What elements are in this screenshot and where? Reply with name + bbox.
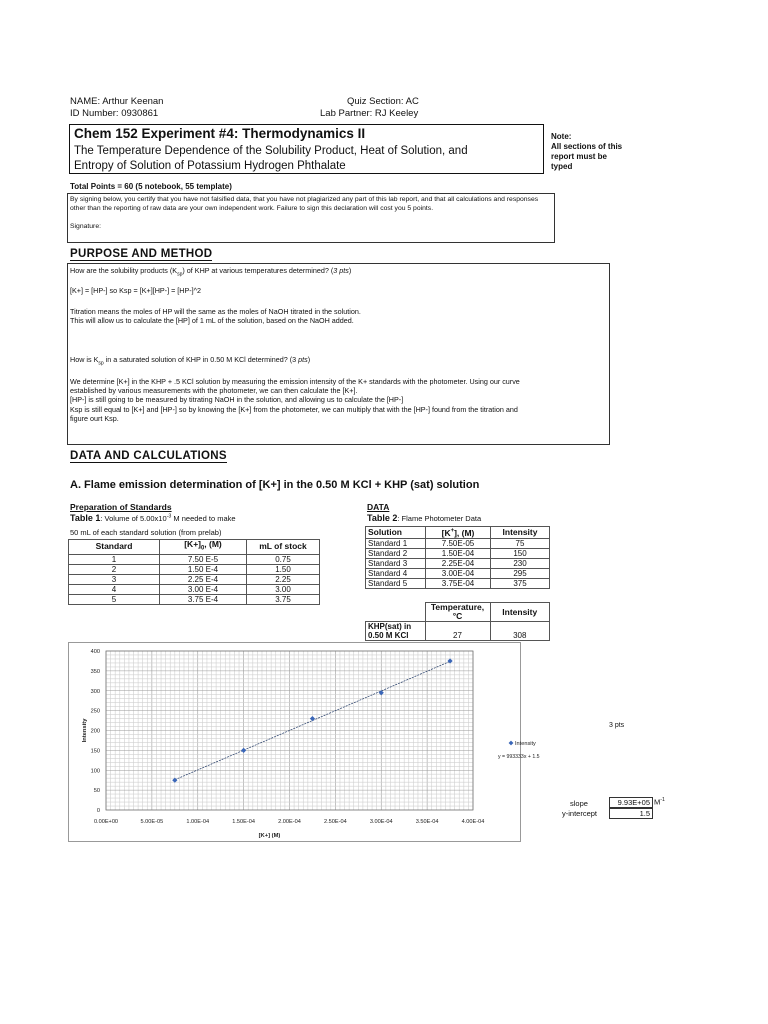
table1-header: Standard [69,540,160,555]
answer-1-line3: This will allow us to calculate the [HP] of 1 mL of the solution, based on the NaOH added. [70,316,354,325]
table-row: 4 3.00 E-4 3.00 [69,584,320,594]
y-tick-label: 100 [90,768,100,775]
data-heading: DATA [367,502,390,512]
declaration-line1: By signing below, you certify that you have not falsified data, that you have not plagiarized any part of this lab report, and that all calculations and responses [70,196,539,203]
experiment-subtitle-line1: The Temperature Dependence of the Solubility Product, Heat of Solution, and [74,145,468,157]
student-id: ID Number: 0930861 [70,108,159,119]
khp-intensity: 308 [490,622,550,641]
question-1: How are the solubility products $(K_{sp})$ of KHP at various temperatures determined? (3 pts) [70,266,352,278]
x-tick-label: 1.00E-04 [186,819,210,825]
y-tick-label: 150 [90,748,100,755]
table-row: Standard 4 3.00E-04 295 [366,568,550,578]
slope-unit: $M^{-1}$ [654,797,665,807]
table-row: Standard 3 2.25E-04 230 [366,558,550,568]
legend-marker [509,741,514,746]
lab-partner: Lab Partner: RJ Keeley [320,108,419,119]
answer-1-line1: [K+] = [HP-] so Ksp = [K+][HP-] = [HP-]^2 [70,286,201,295]
trendline-equation: y = 993333x + 1.5 [498,754,540,760]
table1-header: $[K+]_0$, (M) [160,540,247,555]
table-row: Standard 5 3.75E-04 375 [366,578,550,588]
khp-label-line1: KHP(sat) in [368,622,412,631]
table2-header: Intensity [491,527,550,539]
khp-table [365,602,550,641]
data-point [241,748,246,753]
student-name: NAME: Arthur Keenan [70,96,164,107]
x-tick-label: 0.00E+00 [93,819,119,825]
note-line3: typed [551,162,573,171]
x-axis-label: [K+] (M) [258,833,281,839]
calibration-chart [68,642,540,842]
quiz-section: Quiz Section: AC [347,96,419,107]
points-label: 3 pts [609,722,625,729]
x-tick-label: 2.50E-04 [324,819,347,825]
table1-caption: Table 1: Volume of $5.00x10^{-3}$ M needed to make [70,513,236,523]
answer-2-line5: figure ourt Ksp. [70,414,119,423]
y-tick-label: 200 [90,728,100,735]
signature-label: Signature: [70,223,101,230]
y-tick-label: 300 [90,688,100,695]
legend-label: Intensity [515,741,536,747]
table1 [68,539,320,605]
prep-heading: Preparation of Standards [70,502,172,512]
table-row [366,622,550,641]
answer-2-line4: Ksp is still equal to [K+] and [HP-] so by knowing the [K+] from the photometer, we can multiply that with the [HP-] found from the titration and [70,405,518,414]
table2-caption: Table 2: Flame Photometer Data [367,513,482,523]
khp-label-line2: 0.50 M KCl [368,631,409,640]
answer-2-line2: established by various measurements with the photometer, we can then calculate the [K+]. [70,386,358,395]
intercept-label: y-intercept [562,809,598,818]
calibration-chart-svg [69,643,540,841]
declaration-line2: other than the reporting of raw data are your own independent work. Failure to sign this declaration will cost you 5 points. [70,205,434,212]
y-axis-label: Intensity [82,718,88,743]
slope-value: 9.93E+05 [609,797,653,808]
table-row: 1 7.50 E-5 0.75 [69,554,320,564]
y-tick-label: 0 [96,808,100,814]
data-calc-heading: DATA AND CALCULATIONS [70,450,227,462]
intercept-value: 1.5 [609,808,653,819]
x-tick-label: 2.00E-04 [278,819,301,825]
section-a-heading: A. Flame emission determination of [K+] in the 0.50 M KCl + KHP (sat) solution [70,479,480,491]
purpose-box [67,263,610,445]
khp-temp-header: Temperature,°C [425,603,490,622]
experiment-title: Chem 152 Experiment #4: Thermodynamics II [74,126,366,141]
table1-header: mL of stock [247,540,320,555]
khp-temp: 27 [425,622,490,641]
data-point [310,716,315,721]
x-tick-label: 3.00E-04 [369,819,393,825]
table-row: 3 2.25 E-4 2.25 [69,574,320,584]
note-label: Note: [551,132,572,141]
y-tick-label: 350 [90,668,100,675]
note-line1: All sections of this [551,142,623,151]
answer-2-line3: [HP-] is still going to be measured by titrating NaOH in the solution, and allowing us to calculate the [HP-] [70,395,404,404]
table-row: 5 3.75 E-4 3.75 [69,594,320,604]
note-box [551,132,622,172]
answer-1-line2: Titration means the moles of HP will the same as the moles of NaOH titrated in the solution. [70,307,361,316]
slope-label: slope [570,799,588,808]
x-tick-label: 5.00E-05 [140,819,164,825]
note-line2: report must be [551,152,608,161]
khp-int-header: Intensity [490,603,550,622]
table2-header: [K+], (M) [426,527,491,539]
purpose-heading: PURPOSE AND METHOD [70,248,213,260]
x-tick-label: 1.50E-04 [232,819,255,825]
declaration-box [67,193,555,243]
experiment-subtitle-line2: Entropy of Solution of Potassium Hydrogen Phthalate [74,160,346,172]
table1-caption-line2: 50 mL of each standard solution (from prelab) [70,528,222,537]
y-tick-label: 50 [93,788,100,795]
title-box [69,124,544,174]
table-row: Standard 2 1.50E-04 150 [366,548,550,558]
table2-header: Solution [366,527,426,539]
table2 [365,526,550,589]
answer-2-line1: We determine [K+] in the KHP + .5 KCl solution by measuring the emission intensity of the K+ standards with the photometer. Using our curve [70,377,520,386]
x-tick-label: 3.50E-04 [415,819,439,825]
question-2: How is $K_{sp}$ in a saturated solution of KHP in 0.50 M KCl determined? (3 pts) [70,355,311,367]
y-tick-label: 400 [90,649,100,655]
total-points: Total Points = 60 (5 notebook, 55 template) [70,182,232,191]
y-tick-label: 250 [90,708,100,715]
table-row: Standard 1 7.50E-05 75 [366,538,550,548]
x-tick-label: 4.00E-04 [461,819,485,825]
table-row: 2 1.50 E-4 1.50 [69,564,320,574]
